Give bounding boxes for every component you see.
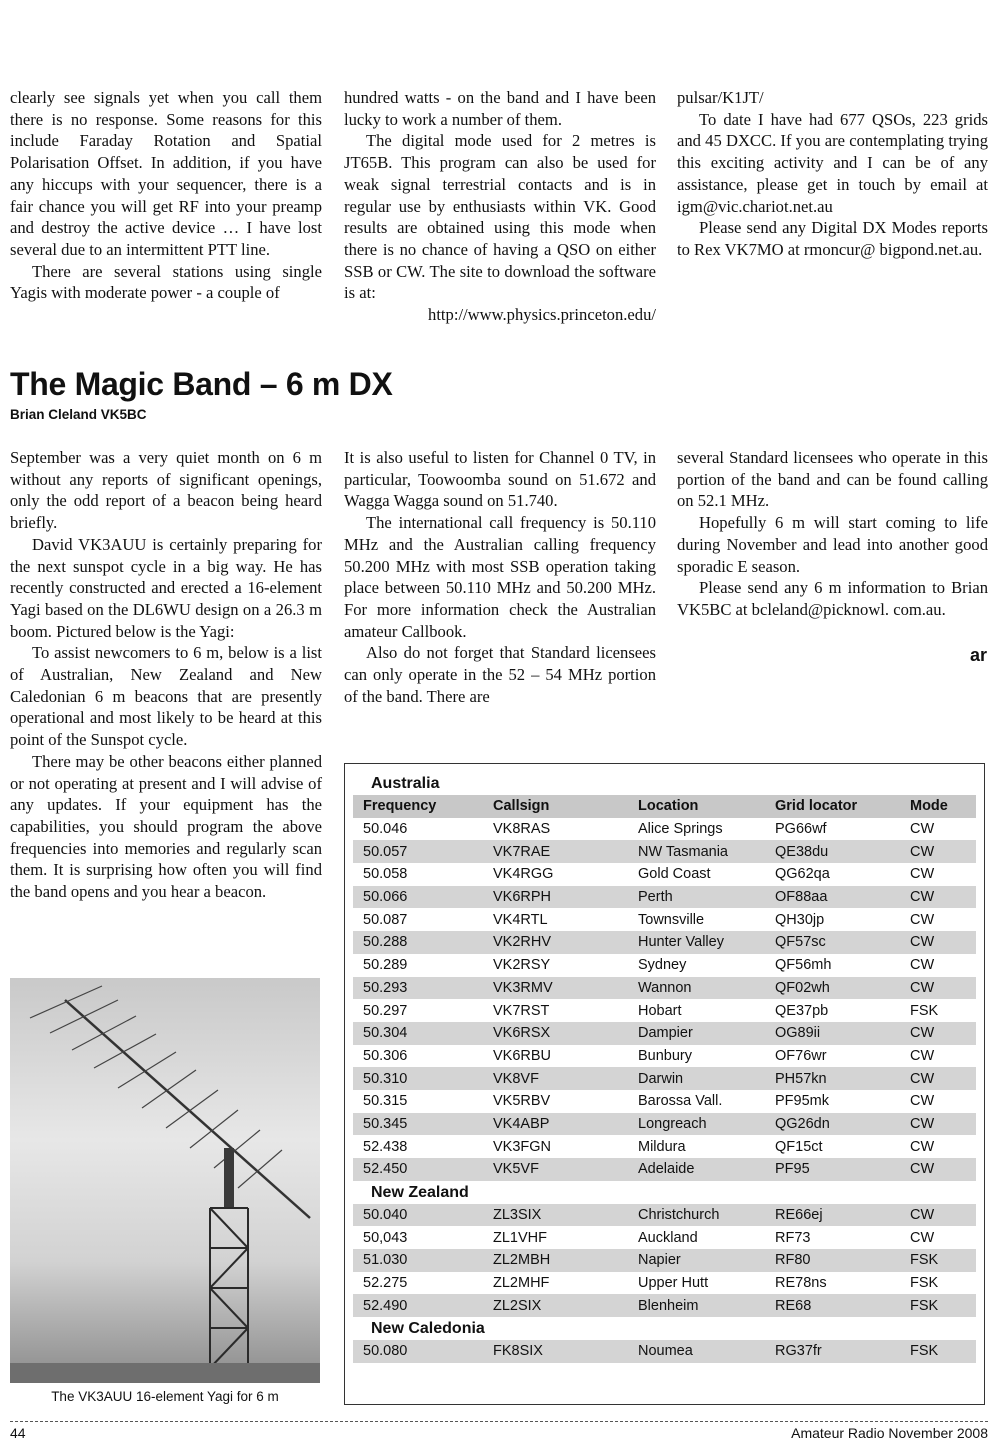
article-column-right	[677, 447, 988, 621]
paragraph: To assist newcomers to 6 m, below is a list of Australian, New Zealand and New Caledonian 6 m beacons that are presently operational and most likely to be heard at this point of the Sunspot cycle.	[10, 643, 322, 750]
cell-frequency: 52.275	[363, 1275, 408, 1292]
table-row	[353, 1045, 976, 1068]
cell-location: Alice Springs	[638, 821, 723, 838]
cell-mode: CW	[910, 979, 935, 996]
cell-grid-locator: OF88aa	[775, 889, 828, 906]
cell-frequency: 50.057	[363, 843, 408, 860]
paragraph: To date I have had 677 QSOs, 223 grids and 45 DXCC. If you are contemplating trying this exciting activity and I can be of any assistance, please get in touch by email at igm@vic.chariot.net.au	[677, 109, 988, 216]
cell-frequency: 52.450	[363, 1161, 408, 1178]
header-callsign: Callsign	[493, 798, 550, 815]
cell-callsign: VK3FGN	[493, 1138, 552, 1155]
cell-grid-locator: QE37pb	[775, 1002, 829, 1019]
cell-frequency: 50.297	[363, 1002, 408, 1019]
cell-mode: CW	[910, 934, 935, 951]
cell-location: Napier	[638, 1252, 681, 1269]
table-row	[353, 1204, 976, 1227]
cell-mode: CW	[910, 1138, 935, 1155]
cell-mode: CW	[910, 866, 935, 883]
cell-grid-locator: PF95mk	[775, 1093, 829, 1110]
table-row	[353, 1113, 976, 1136]
beacon-table-box	[344, 763, 985, 1405]
cell-frequency: 52.438	[363, 1138, 408, 1155]
cell-grid-locator: QH30jp	[775, 911, 825, 928]
paragraph: Also do not forget that Standard licensees can only operate in the 52 – 54 MHz portion of the band. There are	[344, 643, 656, 706]
cell-frequency: 51.030	[363, 1252, 408, 1269]
cell-frequency: 50.087	[363, 911, 408, 928]
cell-mode: CW	[910, 843, 935, 860]
table-row	[353, 931, 976, 954]
cell-mode: CW	[910, 821, 935, 838]
paragraph: clearly see signals yet when you call them there is no response. Some reasons for this include Faraday Rotation and Spatial Polarisation Offset. In addition, if you have any hiccups with your sequencer, there is a fair chance you will get RF into your preamp and destroy the active device … I have lost several due to an intermittent PTT line.	[10, 88, 322, 259]
cell-location: Barossa Vall.	[638, 1093, 723, 1110]
paragraph: The digital mode used for 2 metres is JT65B. This program can also be used for weak signal terrestrial contacts and is in regular use by enthusiasts within VK. Good results are obtained using this mode when there is no chance of having a QSO on either SSB or CW. The site to download the software is at:	[344, 131, 656, 303]
cell-mode: CW	[910, 1047, 935, 1064]
cell-callsign: VK6RSX	[493, 1025, 551, 1042]
cell-grid-locator: RF80	[775, 1252, 811, 1269]
top-column-right	[677, 87, 988, 261]
table-row	[353, 1294, 976, 1317]
table-row	[353, 1135, 976, 1158]
cell-frequency: 50.315	[363, 1093, 408, 1110]
article-title: The Magic Band – 6 m DX	[10, 366, 393, 402]
cell-location: Mildura	[638, 1138, 686, 1155]
table-row	[353, 908, 976, 931]
header-mode: Mode	[910, 798, 948, 815]
cell-callsign: VK8VF	[493, 1070, 539, 1087]
cell-mode: CW	[910, 1070, 935, 1087]
australia-rows	[353, 818, 976, 1181]
article-byline: Brian Cleland VK5BC	[10, 407, 147, 422]
cell-location: Hunter Valley	[638, 934, 724, 951]
cell-mode: CW	[910, 889, 935, 906]
cell-grid-locator: RG37fr	[775, 1343, 822, 1360]
beacon-table	[353, 772, 976, 1363]
cell-callsign: VK6RPH	[493, 889, 552, 906]
table-row	[353, 1067, 976, 1090]
cell-frequency: 50.040	[363, 1207, 408, 1224]
article-column-left	[10, 447, 322, 903]
cell-frequency: 50,043	[363, 1229, 408, 1246]
cell-callsign: VK2RSY	[493, 957, 551, 974]
header-grid-locator: Grid locator	[775, 798, 858, 815]
table-header-row	[353, 795, 976, 818]
paragraph: There may be other beacons either planned or not operating at present and I will advise of any updates. If your equipment has the capabilities, you should program the above frequencies into memories and regularly scan them. It is surprising how often you will find the band opens and you hear a beacon.	[10, 751, 322, 902]
cell-mode: CW	[910, 1115, 935, 1132]
cell-callsign: VK5RBV	[493, 1093, 551, 1110]
cell-callsign: VK4RTL	[493, 911, 548, 928]
table-row	[353, 1272, 976, 1295]
paragraph: pulsar/K1JT/	[677, 88, 764, 107]
cell-callsign: VK5VF	[493, 1161, 539, 1178]
table-row	[353, 1340, 976, 1363]
cell-mode: FSK	[910, 1275, 939, 1292]
table-row	[353, 1158, 976, 1181]
cell-frequency: 50.046	[363, 821, 408, 838]
cell-frequency: 50.080	[363, 1343, 408, 1360]
cell-frequency: 50.310	[363, 1070, 408, 1087]
cell-mode: CW	[910, 911, 935, 928]
cell-grid-locator: OG89ii	[775, 1025, 821, 1042]
cell-grid-locator: PH57kn	[775, 1070, 827, 1087]
cell-grid-locator: QG62qa	[775, 866, 830, 883]
download-url: http://www.physics.princeton.edu/	[428, 305, 656, 325]
cell-callsign: ZL2MBH	[493, 1252, 551, 1269]
cell-mode: CW	[910, 1093, 935, 1110]
cell-frequency: 50.304	[363, 1025, 408, 1042]
table-row	[353, 1249, 976, 1272]
table-row	[353, 818, 976, 841]
cell-location: Perth	[638, 889, 673, 906]
cell-frequency: 50.306	[363, 1047, 408, 1064]
cell-frequency: 50.058	[363, 866, 408, 883]
cell-callsign: FK8SIX	[493, 1343, 543, 1360]
paragraph: David VK3AUU is certainly preparing for the next sunspot cycle in a big way. He has recently constructed and erected a 16-element Yagi based on the DL6WU design on a 26.3 m boom. Pictured below is the Yagi:	[10, 534, 322, 641]
cell-grid-locator: QF02wh	[775, 979, 830, 996]
cell-location: Longreach	[638, 1115, 707, 1132]
top-column-middle	[344, 87, 656, 326]
cell-frequency: 50.289	[363, 957, 408, 974]
cell-location: NW Tasmania	[638, 843, 728, 860]
cell-callsign: VK7RST	[493, 1002, 550, 1019]
paragraph: The international call frequency is 50.110 MHz and the Australian calling frequency 50.200 MHz with most SSB operation taking place between 50.110 MHz and 50.200 MHz. For more information check the Australian amateur Callbook.	[344, 513, 656, 641]
page-number: 44	[10, 1425, 26, 1441]
cell-callsign: VK6RBU	[493, 1047, 552, 1064]
cell-callsign: VK7RAE	[493, 843, 551, 860]
cell-location: Sydney	[638, 957, 687, 974]
cell-mode: CW	[910, 957, 935, 974]
cell-grid-locator: RE68	[775, 1297, 812, 1314]
cell-grid-locator: QE38du	[775, 843, 829, 860]
region-heading-new-caledonia: New Caledonia	[371, 1320, 485, 1338]
table-row	[353, 840, 976, 863]
cell-location: Christchurch	[638, 1207, 720, 1224]
table-row	[353, 863, 976, 886]
paragraph: several Standard licensees who operate in this portion of the band and can be found calling on 52.1 MHz.	[677, 448, 988, 511]
cell-location: Hobart	[638, 1002, 682, 1019]
paragraph: There are several stations using single Yagis with moderate power - a couple of	[10, 261, 322, 303]
yagi-antenna-photo	[10, 978, 320, 1383]
cell-mode: FSK	[910, 1252, 939, 1269]
table-row	[353, 977, 976, 1000]
photo-caption: The VK3AUU 16-element Yagi for 6 m	[51, 1389, 279, 1404]
region-heading-australia: Australia	[371, 775, 440, 792]
paragraph: Hopefully 6 m will start coming to life during November and lead into another good sporadic E season.	[677, 513, 988, 576]
cell-mode: CW	[910, 1161, 935, 1178]
cell-grid-locator: QF57sc	[775, 934, 826, 951]
cell-callsign: ZL3SIX	[493, 1207, 542, 1224]
cell-location: Blenheim	[638, 1297, 699, 1314]
cell-location: Wannon	[638, 979, 692, 996]
cell-mode: CW	[910, 1207, 935, 1224]
cell-callsign: VK4RGG	[493, 866, 554, 883]
new-caledonia-rows	[353, 1340, 976, 1363]
cell-grid-locator: RE78ns	[775, 1275, 827, 1292]
region-heading-new-zealand: New Zealand	[371, 1183, 469, 1201]
cell-grid-locator: QF15ct	[775, 1138, 823, 1155]
cell-callsign: ZL2SIX	[493, 1297, 542, 1314]
cell-callsign: VK4ABP	[493, 1115, 550, 1132]
cell-frequency: 52.490	[363, 1297, 408, 1314]
cell-mode: FSK	[910, 1343, 939, 1360]
table-row	[353, 886, 976, 909]
new-zealand-rows	[353, 1204, 976, 1317]
cell-mode: CW	[910, 1025, 935, 1042]
cell-mode: CW	[910, 1229, 935, 1246]
cell-grid-locator: PG66wf	[775, 821, 827, 838]
cell-location: Dampier	[638, 1025, 693, 1042]
end-mark: ar	[969, 645, 987, 665]
cell-callsign: ZL1VHF	[493, 1229, 547, 1246]
cell-frequency: 50.066	[363, 889, 408, 906]
footer-rule	[10, 1421, 988, 1422]
cell-grid-locator: PF95	[775, 1161, 810, 1178]
cell-location: Upper Hutt	[638, 1275, 709, 1292]
cell-callsign: VK8RAS	[493, 821, 551, 838]
paragraph: Please send any 6 m information to Brian VK5BC at bcleland@picknowl. com.au.	[677, 578, 988, 619]
table-row	[353, 1090, 976, 1113]
cell-location: Adelaide	[638, 1161, 695, 1178]
cell-location: Noumea	[638, 1343, 693, 1360]
header-location: Location	[638, 798, 699, 815]
cell-location: Auckland	[638, 1229, 698, 1246]
table-row	[353, 1022, 976, 1045]
publication-info: Amateur Radio November 2008	[791, 1425, 988, 1441]
header-frequency: Frequency	[363, 798, 437, 815]
paragraph: It is also useful to listen for Channel 0 TV, in particular, Toowoomba sound on 51.672 and Wagga Wagga sound on 51.740.	[344, 448, 656, 511]
cell-frequency: 50.345	[363, 1115, 408, 1132]
table-row	[353, 999, 976, 1022]
antenna-illustration	[10, 978, 320, 1383]
cell-grid-locator: QF56mh	[775, 957, 832, 974]
table-row	[353, 954, 976, 977]
cell-mode: FSK	[910, 1002, 939, 1019]
article-column-middle	[344, 447, 656, 707]
cell-location: Bunbury	[638, 1047, 693, 1064]
cell-location: Darwin	[638, 1070, 684, 1087]
cell-grid-locator: OF76wr	[775, 1047, 827, 1064]
cell-mode: FSK	[910, 1297, 939, 1314]
cell-callsign: ZL2MHF	[493, 1275, 550, 1292]
cell-location: Gold Coast	[638, 866, 711, 883]
cell-grid-locator: RF73	[775, 1229, 811, 1246]
cell-callsign: VK2RHV	[493, 934, 552, 951]
cell-frequency: 50.288	[363, 934, 408, 951]
cell-callsign: VK3RMV	[493, 979, 553, 996]
table-row	[353, 1226, 976, 1249]
cell-grid-locator: RE66ej	[775, 1207, 823, 1224]
cell-frequency: 50.293	[363, 979, 408, 996]
cell-location: Townsville	[638, 911, 705, 928]
top-column-left	[10, 87, 322, 304]
cell-grid-locator: QG26dn	[775, 1115, 830, 1132]
paragraph: September was a very quiet month on 6 m without any reports of significant openings, only the odd report of a beacon being heard briefly.	[10, 448, 322, 533]
paragraph: Please send any Digital DX Modes reports to Rex VK7MO at rmoncur@ bigpond.net.au.	[677, 218, 988, 259]
paragraph: hundred watts - on the band and I have been lucky to work a number of them.	[344, 88, 656, 129]
